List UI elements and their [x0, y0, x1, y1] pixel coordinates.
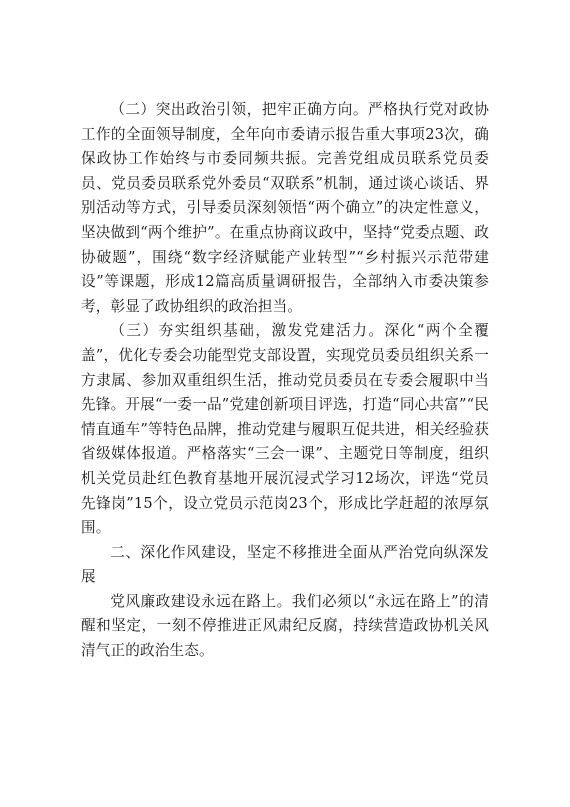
paragraph-political-leadership: （二）突出政治引领，把牢正确方向。严格执行党对政协工作的全面领导制度，全年向市委请示报告重大事项23次，确保政协工作始终与市委同频共振。完善党组成员联系党员委员、党员委员联系党外委员“双联系”机制，通过谈心谈话、界别活动等方式，引导委员深刻领悟“两个确立”的决定性意义，坚决做到“两个维护”。在重点协商议政中，坚持“党委点题、政协破题”，围绕“数字经济赋能产业转型”“乡村振兴示范带建设”等课题，形成12篇高质量调研报告，全部纳入市委决策参考，彰显了政协组织的政治担当。	[81, 101, 489, 315]
paragraph-organization-foundation: （三）夯实组织基础，激发党建活力。深化“两个全覆盖”，优化专委会功能型党支部设置，实现党员委员组织关系一方隶属、参加双重组织生活，推动党员委员在专委会履职中当先锋。开展“一委一品”党建创新项目评选，打造“同心共富”“民情直通车”等特色品牌，推动党建与履职互促共进，相关经验获省级媒体报道。严格落实“三会一课”、主题党日等制度，组织机关党员赴红色教育基地开展沉浸式学习12场次，评选“党员先锋岗”15个，设立党员示范岗23个，形成比学赶超的浓厚氛围。	[81, 322, 489, 537]
section-heading-work-style: 二、深化作风建设，坚定不移推进全面从严治党向纵深发展	[81, 543, 489, 586]
document-body	[81, 98, 489, 664]
paragraph-clean-governance: 党风廉政建设永远在路上。我们必须以“永远在路上”的清醒和坚定，一刻不停推进正风肃纪反腐，持续营造政协机关风清气正的政治生态。	[81, 592, 489, 660]
